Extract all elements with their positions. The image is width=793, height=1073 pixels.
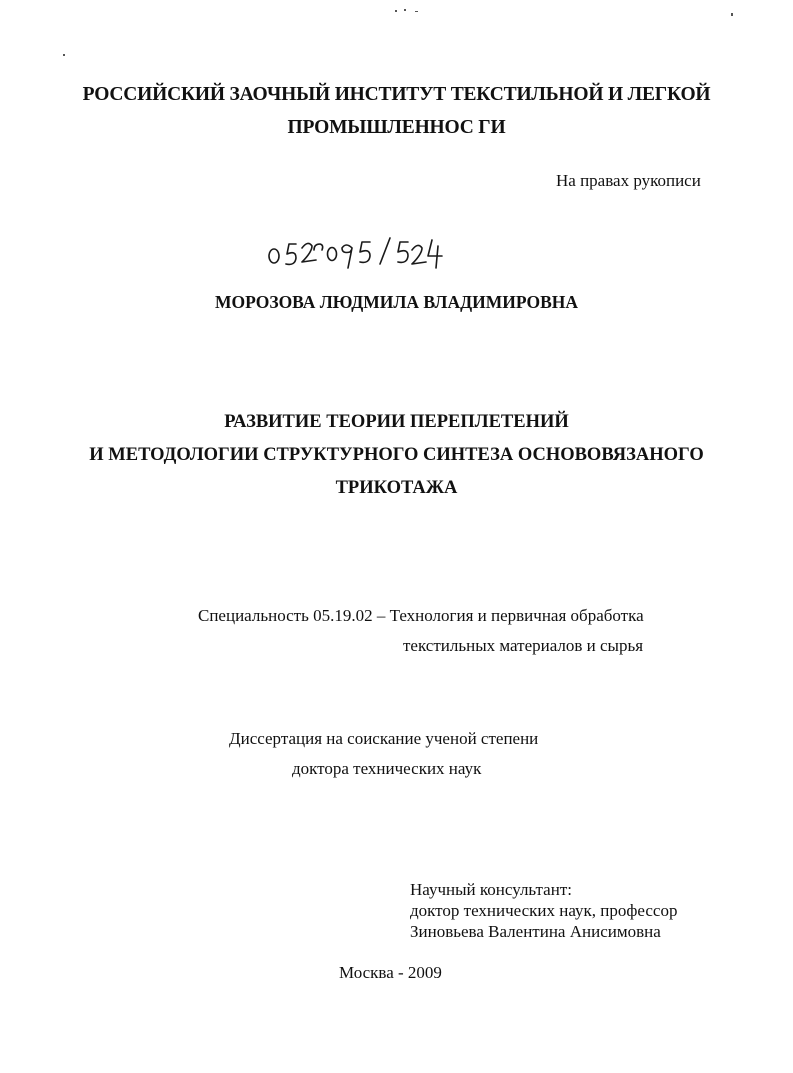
title-line-2: И МЕТОДОЛОГИИ СТРУКТУРНОГО СИНТЕЗА ОСНОВОВЯЗАНОГО [89, 445, 704, 465]
consultant-name: Зиновьева Валентина Анисимовна [410, 922, 661, 941]
dissertation-line-2: доктора технических наук [292, 759, 482, 778]
institute-line-1: РОССИЙСКИЙ ЗАОЧНЫЙ ИНСТИТУТ ТЕКСТИЛЬНОЙ И ЛЕГКОЙ [82, 84, 711, 105]
handwritten-registration-number [262, 228, 452, 272]
scan-speck [404, 9, 406, 11]
scan-speck [63, 54, 65, 56]
city-year: Москва - 2009 [339, 963, 442, 982]
scan-speck [395, 10, 397, 12]
author-name: МОРОЗОВА ЛЮДМИЛА ВЛАДИМИРОВНА [215, 292, 578, 312]
consultant-degree: доктор технических наук, профессор [410, 901, 678, 920]
scan-speck [415, 11, 418, 12]
dissertation-title [0, 406, 793, 505]
specialty-line-1: Специальность 05.19.02 – Технология и первичная обработка [198, 606, 644, 625]
title-line-3: ТРИКОТАЖА [335, 478, 458, 498]
institute-name [0, 78, 793, 144]
rights-note: На правах рукописи [556, 171, 701, 190]
institute-line-2: ПРОМЫШЛЕННОС ГИ [287, 117, 506, 138]
scan-speck [731, 13, 733, 16]
consultant-label: Научный консультант: [410, 880, 572, 899]
title-line-1: РАЗВИТИЕ ТЕОРИИ ПЕРЕПЛЕТЕНИЙ [224, 412, 569, 432]
specialty-line-2: текстильных материалов и сырья [403, 636, 644, 655]
dissertation-line-1: Диссертация на соискание ученой степени [229, 729, 539, 748]
